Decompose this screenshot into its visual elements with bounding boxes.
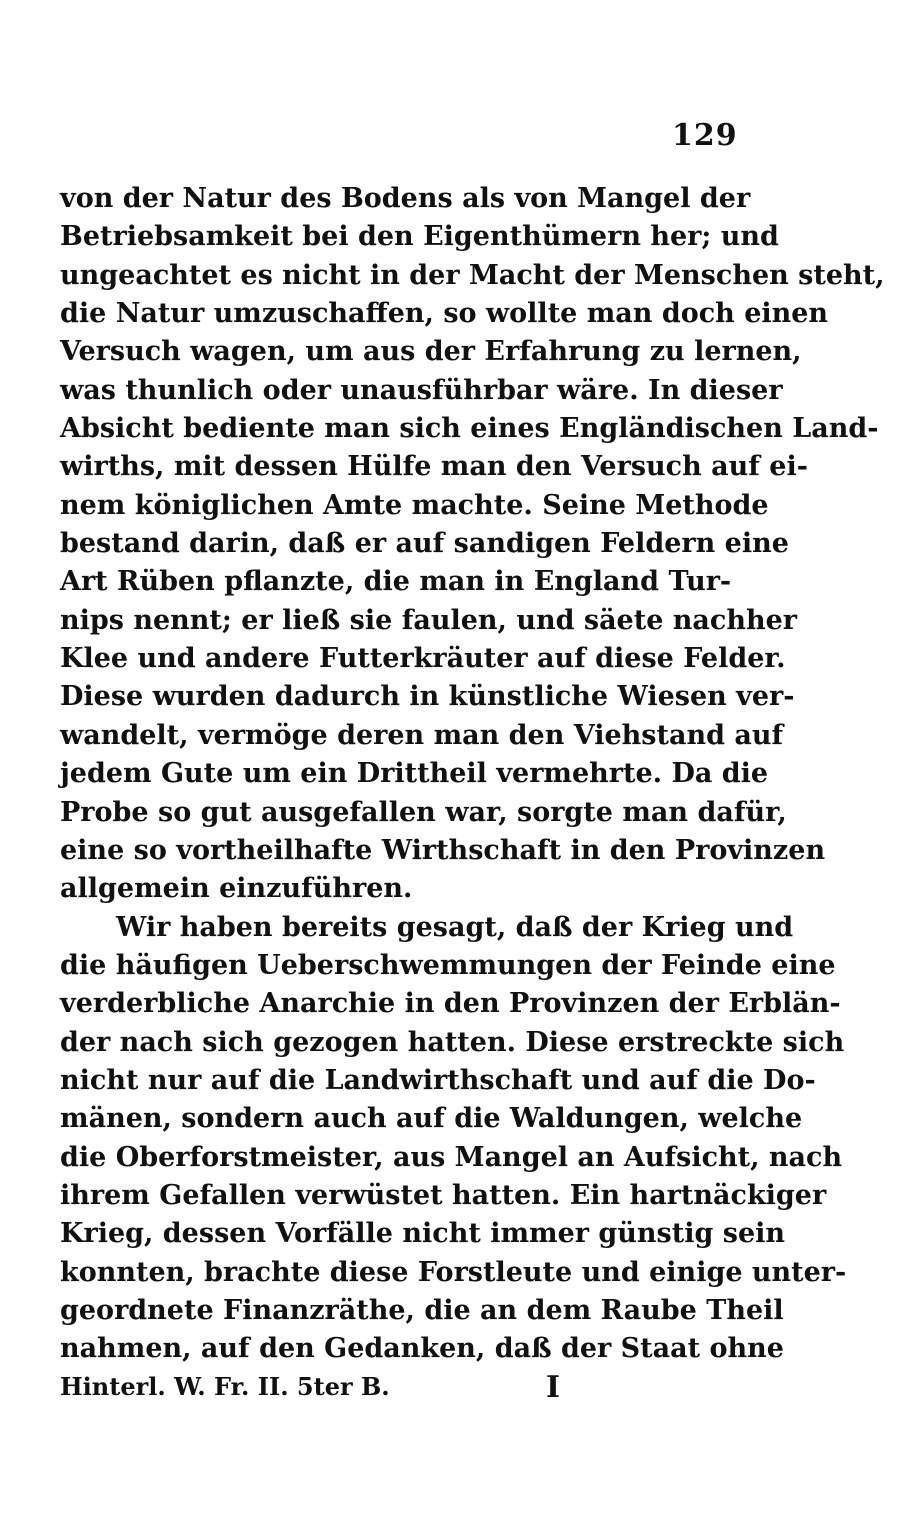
- text-line: konnten, brachte diese Forstleute und einige unter-: [60, 1256, 847, 1288]
- text-line: Probe so gut ausgefallen war, sorgte man dafür,: [60, 796, 787, 828]
- text-line: nicht nur auf die Landwirthschaft und auf die Do-: [60, 1064, 816, 1096]
- text-line: eine so vortheilhafte Wirthschaft in den Provinzen: [60, 834, 826, 866]
- text-line: Klee und andere Futterkräuter auf diese Felder.: [60, 643, 786, 675]
- text-line: allgemein einzuführen.: [60, 873, 413, 905]
- text-line: die Natur umzuschaffen, so wollte man doch einen: [60, 298, 829, 330]
- page-footer: [60, 1372, 730, 1412]
- text-line: verderbliche Anarchie in den Provinzen der Erblän-: [60, 988, 841, 1020]
- text-line: Betriebsamkeit bei den Eigenthümern her; und: [60, 221, 779, 253]
- text-line: mänen, sondern auch auf die Waldungen, welche: [60, 1103, 803, 1135]
- text-line: nips nennt; er ließ sie faulen, und säete nachher: [60, 604, 798, 636]
- text-line: der nach sich gezogen hatten. Diese erstreckte sich: [60, 1026, 845, 1058]
- text-line: Absicht bediente man sich eines Engländischen Land-: [60, 413, 879, 445]
- text-line: bestand darin, daß er auf sandigen Feldern eine: [60, 528, 789, 560]
- signature-line: Hinterl. W. Fr. II. 5ter B.: [60, 1372, 390, 1401]
- text-line: jedem Gute um ein Drittheil vermehrte. Da die: [60, 758, 769, 790]
- text-line: Versuch wagen, um aus der Erfahrung zu lernen,: [60, 336, 802, 368]
- text-line: von der Natur des Bodens als von Mangel der: [60, 183, 751, 214]
- signature-mark: I: [546, 1370, 561, 1405]
- text-line: wandelt, vermöge deren man den Viehstand auf: [60, 719, 784, 751]
- text-line: wirths, mit dessen Hülfe man den Versuch auf ei-: [60, 451, 808, 483]
- text-line: was thunlich oder unausführbar wäre. In dieser: [60, 374, 783, 406]
- text-line: ihrem Gefallen verwüstet hatten. Ein hartnäckiger: [60, 1179, 827, 1211]
- paragraph-start-line: Wir haben bereits gesagt, daß der Krieg und: [116, 911, 794, 943]
- text-line: Krieg, dessen Vorfälle nicht immer günstig sein: [60, 1218, 786, 1250]
- text-line: die Oberforstmeister, aus Mangel an Aufsicht, nach: [60, 1141, 843, 1173]
- text-line: Art Rüben pflanzte, die man in England Tur-: [60, 566, 732, 598]
- text-line: nahmen, auf den Gedanken, daß der Staat ohne: [60, 1333, 784, 1365]
- text-line: ungeachtet es nicht in der Macht der Menschen steht,: [60, 259, 885, 291]
- text-line: die häufigen Ueberschwemmungen der Feinde eine: [60, 949, 836, 981]
- text-line: Diese wurden dadurch in künstliche Wiesen ver-: [60, 681, 795, 713]
- body-text: [60, 180, 885, 1369]
- text-line: geordnete Finanzräthe, die an dem Raube Theil: [60, 1294, 784, 1326]
- text-line: nem königlichen Amte machte. Seine Methode: [60, 489, 769, 521]
- page-number: 129: [672, 118, 738, 153]
